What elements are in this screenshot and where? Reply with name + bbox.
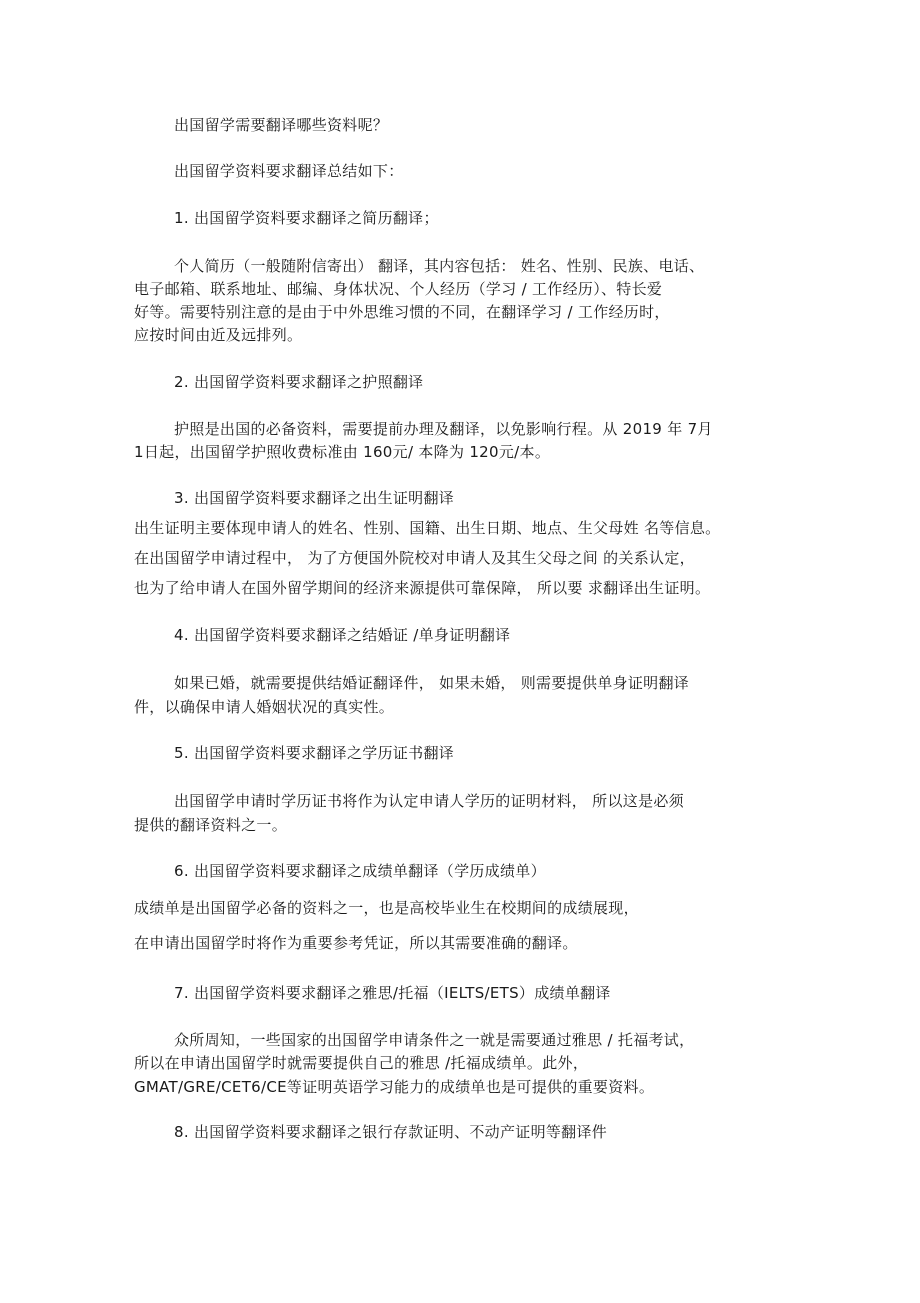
paragraph-line: 所以在申请出国留学时就需要提供自己的雅思 /托福成绩单。此外，: [134, 1054, 589, 1072]
paragraph-line: 成绩单是出国留学必备的资料之一，也是高校毕业生在校期间的成绩展现，: [134, 899, 639, 917]
paragraph-line: 如果已婚，就需要提供结婚证翻译件， 如果未婚， 则需要提供单身证明翻译: [174, 674, 690, 692]
page-title: 出国留学需要翻译哪些资料呢？: [174, 116, 389, 134]
paragraph-line: 应按时间由近及远排列。: [134, 326, 303, 344]
section-heading: 1. 出国留学资料要求翻译之简历翻译；: [174, 209, 439, 227]
section-heading: 5. 出国留学资料要求翻译之学历证书翻译: [174, 744, 455, 762]
paragraph-line: 件，以确保申请人婚姻状况的真实性。: [134, 698, 395, 716]
section-heading: 7. 出国留学资料要求翻译之雅思/托福（IELTS/ETS）成绩单翻译: [174, 984, 611, 1002]
intro-text: 出国留学资料要求翻译总结如下：: [174, 162, 404, 180]
section-heading: 6. 出国留学资料要求翻译之成绩单翻译（学历成绩单）: [174, 862, 546, 880]
section-heading: 2. 出国留学资料要求翻译之护照翻译: [174, 373, 424, 391]
paragraph-line: 在出国留学申请过程中， 为了方便国外院校对申请人及其生父母之间 的关系认定，: [134, 549, 695, 567]
section-heading: 4. 出国留学资料要求翻译之结婚证 /单身证明翻译: [174, 626, 511, 644]
paragraph-line: 电子邮箱、联系地址、邮编、身体状况、个人经历（学习 / 工作经历）、特长爱: [134, 280, 663, 298]
paragraph-line: 出生证明主要体现申请人的姓名、性别、国籍、出生日期、地点、生父母姓 名等信息。: [134, 519, 721, 537]
section-heading: 3. 出国留学资料要求翻译之出生证明翻译: [174, 489, 455, 507]
paragraph-line: GMAT/GRE/CET6/CE等证明英语学习能力的成绩单也是可提供的重要资料。: [134, 1078, 655, 1096]
paragraph-line: 护照是出国的必备资料，需要提前办理及翻译，以免影响行程。从 2019 年 7月: [174, 420, 713, 438]
paragraph-line: 提供的翻译资料之一。: [134, 816, 288, 834]
paragraph-line: 1日起，出国留学护照收费标准由 160元/ 本降为 120元/本。: [134, 443, 551, 461]
paragraph-line: 众所周知，一些国家的出国留学申请条件之一就是需要通过雅思 / 托福考试，: [174, 1031, 695, 1049]
section-heading: 8. 出国留学资料要求翻译之银行存款证明、不动产证明等翻译件: [174, 1123, 608, 1141]
paragraph-line: 出国留学申请时学历证书将作为认定申请人学历的证明材料， 所以这是必须: [174, 792, 684, 810]
paragraph-line: 好等。需要特别注意的是由于中外思维习惯的不同，在翻译学习 / 工作经历时，: [134, 303, 670, 321]
paragraph-line: 也为了给申请人在国外留学期间的经济来源提供可靠保障， 所以要 求翻译出生证明。: [134, 579, 711, 597]
paragraph-line: 个人简历（一般随附信寄出） 翻译，其内容包括： 姓名、性别、民族、电话、: [174, 257, 705, 275]
paragraph-line: 在申请出国留学时将作为重要参考凭证，所以其需要准确的翻译。: [134, 934, 578, 952]
